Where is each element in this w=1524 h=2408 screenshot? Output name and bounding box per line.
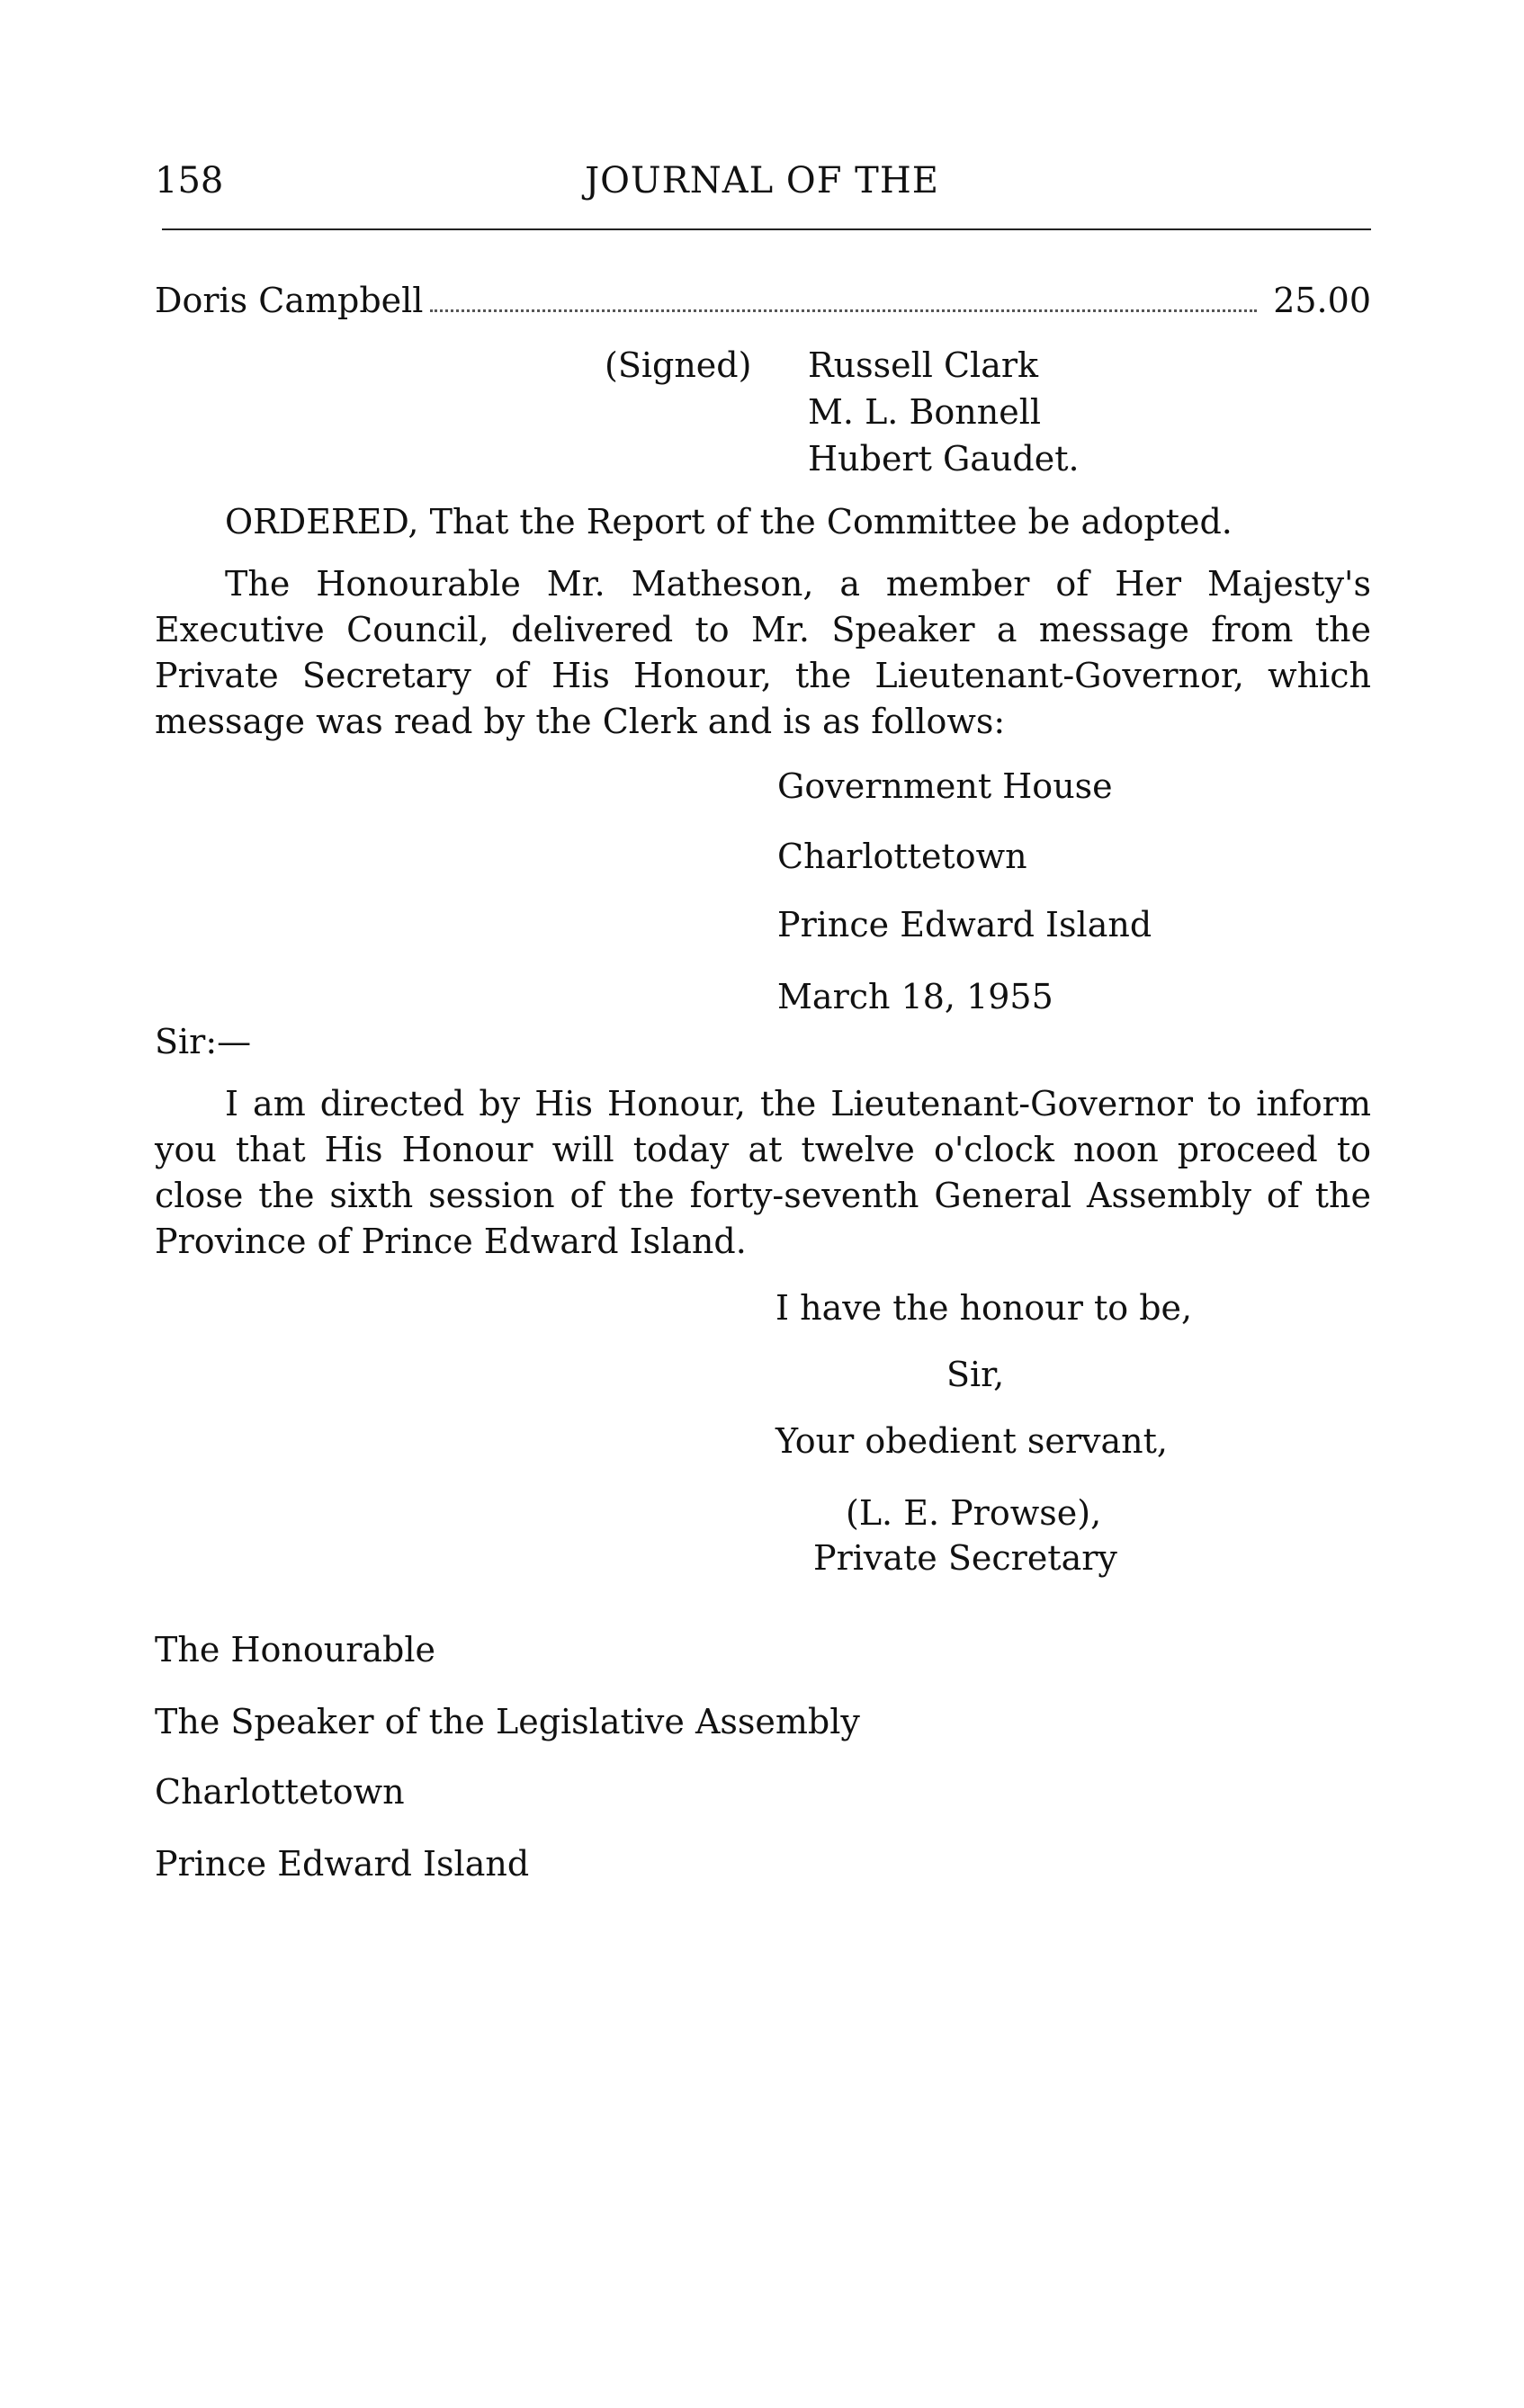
page-number: 158 [155,160,224,201]
letter-body-paragraph: I am directed by His Honour, the Lieutenant-Governor to inform you that His Honour will today at twelve o'clock noon proceed to close the sixth session of the forty-seventh General Assembly of the Province of Prince Edward Island. [155,1084,1371,1261]
running-title: JOURNAL OF THE [585,160,939,201]
signer-title: Private Secretary [813,1538,1117,1578]
closing-line: I have the honour to be, [775,1288,1193,1328]
recipient-line: The Honourable [155,1630,436,1669]
letter-address-line: Charlottetown [777,837,1027,876]
signer-name: (L. E. Prowse), [846,1493,1102,1533]
closing-line: Sir, [946,1355,1005,1394]
payment-row [155,281,1371,320]
payment-amount: 25.00 [1273,281,1371,320]
recipient-line: Charlottetown [155,1772,405,1812]
signed-label: (Signed) [605,345,752,385]
closing-line: Your obedient servant, [775,1421,1168,1461]
signature-name: M. L. Bonnell [808,392,1042,432]
signature-name: Hubert Gaudet. [808,439,1080,479]
signature-name: Russell Clark [808,345,1039,385]
salutation: Sir:— [155,1022,252,1061]
payee-name: Doris Campbell [155,281,424,320]
letter-address-line: Prince Edward Island [777,905,1152,944]
recipient-line: The Speaker of the Legislative Assembly [155,1702,860,1741]
letter-address-line: Government House [777,766,1113,806]
header-rule [162,228,1371,230]
message-intro-paragraph: The Honourable Mr. Matheson, a member of Her Majesty's Executive Council, delivered to Mr. Speaker a message from the Private Secretary of His Honour, the Lieutenant-Governor, which message was read by the Clerk and is as follows: [155,564,1371,741]
dot-leader [430,309,1257,312]
recipient-line: Prince Edward Island [155,1844,530,1884]
ordered-line: ORDERED, That the Report of the Committee be adopted. [225,502,1233,542]
letter-date: March 18, 1955 [777,977,1053,1016]
